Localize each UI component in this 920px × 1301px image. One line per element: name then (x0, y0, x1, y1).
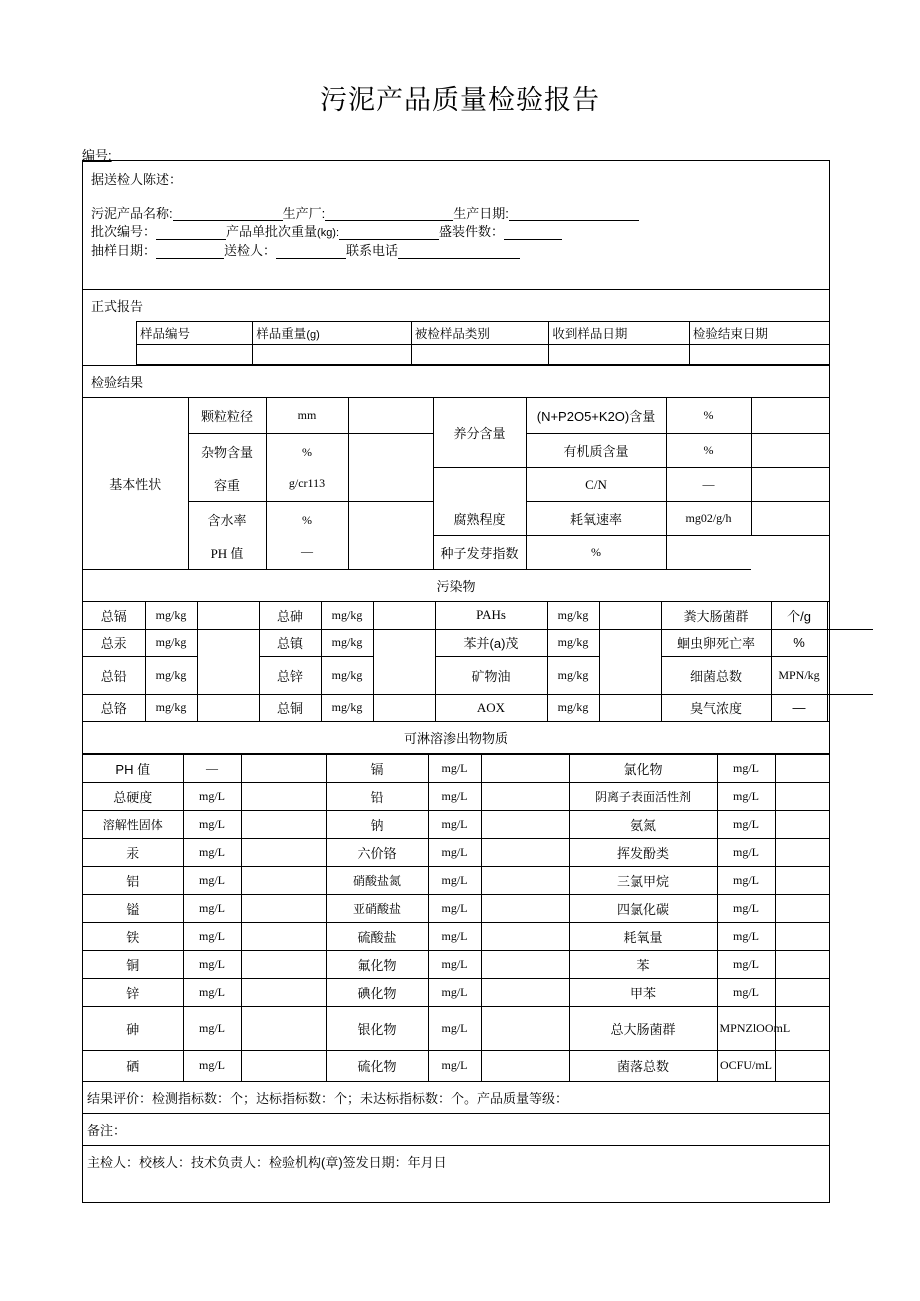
serial-number-text: 编号: (82, 148, 112, 163)
leach-value-toluene[interactable] (775, 979, 829, 1007)
leach-name-tds: 溶解性固体 (83, 811, 183, 839)
basic-properties-block (83, 398, 829, 571)
pollutant-unit-ni: mg/kg (321, 629, 373, 656)
sample-table-wrap (83, 321, 829, 365)
leach-value-zn[interactable] (241, 979, 326, 1007)
leach-name-se: 硒 (83, 1051, 183, 1081)
leachable-row (83, 811, 829, 839)
leach-value-silver[interactable] (481, 1007, 569, 1051)
leach-unit-cu: mg/L (183, 951, 241, 979)
pollutant-unit-aox: mg/kg (547, 694, 599, 721)
basic-unit-moisture (266, 502, 348, 570)
declaration-line-3 (91, 244, 821, 259)
basic-value-moisture[interactable] (348, 502, 433, 570)
leach-value-colony[interactable] (775, 1051, 829, 1081)
pollutant-value-pahs[interactable] (599, 602, 661, 629)
basic-unit-impurity-text: % (302, 444, 312, 459)
pollutant-value-hg[interactable] (197, 629, 259, 694)
leach-value-hardness[interactable] (241, 783, 326, 811)
leach-value-cod[interactable] (775, 923, 829, 951)
pollutant-name-bap: 苯并(a)茂 (435, 629, 547, 656)
pollutant-name-ni: 总镇 (259, 629, 321, 656)
leach-unit-silver: mg/L (428, 1007, 481, 1051)
nutrient-unit-organic: % (666, 434, 751, 468)
maturity-unit-oxygen: mg02/g/h (666, 502, 751, 536)
leach-unit-na: mg/L (428, 811, 481, 839)
pollutant-name-cd: 总镉 (83, 602, 145, 629)
basic-group-label: 基本性状 (83, 398, 188, 570)
leach-name-chloride: 氯化物 (569, 755, 717, 783)
formal-report-label: 正式报告 (91, 298, 144, 314)
leach-name-nitrate: 硝酸盐氮 (326, 867, 428, 895)
pollutant-unit-pahs: mg/kg (547, 602, 599, 629)
leach-name-benzene: 苯 (569, 951, 717, 979)
leachable-row (83, 1051, 829, 1081)
leach-name-ph: PH 值 (83, 755, 183, 783)
leach-name-na: 钠 (326, 811, 428, 839)
maturity-name-oxygen: 耗氧速率 (526, 502, 666, 536)
report-frame (82, 160, 830, 1203)
leachable-row (83, 923, 829, 951)
pollutant-name-pb: 总铅 (83, 656, 145, 694)
test-results-label-block (83, 366, 829, 398)
leach-value-surfactant[interactable] (775, 783, 829, 811)
leach-value-cd[interactable] (481, 755, 569, 783)
leach-name-iodide: 碘化物 (326, 979, 428, 1007)
factory-label: 生产厂: (282, 205, 326, 221)
leach-unit-tds: mg/L (183, 811, 241, 839)
pollutant-name-pahs: PAHs (435, 602, 547, 629)
nutrient-name-npk: (N+P2O5+K2O)含量 (526, 398, 666, 434)
contact-phone-blank[interactable] (398, 244, 520, 259)
batch-weight-blank[interactable] (339, 225, 439, 240)
leach-name-mn: 镒 (83, 895, 183, 923)
leach-unit-fluoride: mg/L (428, 951, 481, 979)
pollutant-unit-odor: — (771, 694, 827, 721)
pollutants-section-header: 污染物 (83, 570, 829, 602)
leach-value-nitrite[interactable] (481, 895, 569, 923)
basic-value-impurity[interactable] (348, 434, 433, 502)
leach-name-colony: 菌落总数 (569, 1051, 717, 1081)
package-count-label: 盛装件数： (439, 224, 505, 240)
leach-name-nitrite: 亚硝酸盐 (326, 895, 428, 923)
pollutant-name-cr: 总铬 (83, 694, 145, 721)
leach-name-chloroform: 三氯甲烷 (569, 867, 717, 895)
leach-value-se[interactable] (241, 1051, 326, 1081)
leach-name-total-coliform: 总大肠菌群 (569, 1007, 717, 1051)
pollutant-unit-bap: mg/kg (547, 629, 599, 656)
leach-value-benzene[interactable] (775, 951, 829, 979)
leach-name-hg: 汞 (83, 839, 183, 867)
leach-value-cr6[interactable] (481, 839, 569, 867)
leach-name-ammonia: 氨氮 (569, 811, 717, 839)
maturity-group-label-cell (433, 468, 526, 536)
pollutant-unit-cd: mg/kg (145, 602, 197, 629)
leach-name-hardness: 总硬度 (83, 783, 183, 811)
leach-unit-hardness: mg/L (183, 783, 241, 811)
production-date-blank[interactable] (509, 207, 639, 222)
leach-value-fe[interactable] (241, 923, 326, 951)
pollutant-value-odor[interactable] (827, 694, 873, 721)
leach-unit-benzene: mg/L (717, 951, 775, 979)
leach-value-fluoride[interactable] (481, 951, 569, 979)
leach-unit-fe: mg/L (183, 923, 241, 951)
pollutant-value-ni[interactable] (373, 629, 435, 694)
formal-report-block (83, 290, 829, 366)
cell-sample-no[interactable] (137, 344, 253, 364)
leach-name-as: 砷 (83, 1007, 183, 1051)
col-received-date: 收到样品日期 (549, 321, 690, 344)
test-results-label: 检验结果 (91, 374, 144, 390)
leach-name-al: 铝 (83, 867, 183, 895)
leachable-row (83, 867, 829, 895)
leach-value-mn[interactable] (241, 895, 326, 923)
pollutant-name-oil: 矿物油 (435, 656, 547, 694)
leach-unit-iodide: mg/L (428, 979, 481, 1007)
basic-name-impurity (188, 434, 266, 502)
leach-name-ccl4: 四氯化碳 (569, 895, 717, 923)
leach-name-silver: 银化物 (326, 1007, 428, 1051)
leach-value-hg[interactable] (241, 839, 326, 867)
leach-unit-al: mg/L (183, 867, 241, 895)
leach-name-pb: 铅 (326, 783, 428, 811)
leach-value-iodide[interactable] (481, 979, 569, 1007)
pollutant-name-cu: 总铜 (259, 694, 321, 721)
declaration-block (83, 161, 829, 290)
maturity-name-germination: 种子发芽指数 (433, 536, 526, 570)
pollutant-name-coliform: 粪大肠菌群 (661, 602, 771, 629)
batch-no-label: 批次编号： (91, 224, 157, 240)
pollutant-row (83, 694, 873, 721)
pollutant-name-hg: 总汞 (83, 629, 145, 656)
leachable-table (83, 754, 829, 1081)
leach-name-phenol: 挥发酚类 (569, 839, 717, 867)
cell-received-date[interactable] (549, 344, 690, 364)
leachable-row (83, 1007, 829, 1051)
pollutant-name-zn: 总锌 (259, 656, 321, 694)
pollutant-value-coliform[interactable] (827, 602, 873, 629)
leach-unit-pb: mg/L (428, 783, 481, 811)
product-name-blank[interactable] (173, 207, 283, 222)
leach-value-phenol[interactable] (775, 839, 829, 867)
factory-blank[interactable] (325, 207, 453, 222)
leach-value-ammonia[interactable] (775, 811, 829, 839)
leach-name-surfactant: 阴离子表面活性剂 (569, 783, 717, 811)
pollutant-unit-coliform: 个/g (771, 602, 827, 629)
submitter-blank[interactable] (276, 244, 346, 259)
leachable-row (83, 755, 829, 783)
pollutant-name-aox: AOX (435, 694, 547, 721)
declaration-line-2 (91, 225, 821, 240)
leach-unit-nitrate: mg/L (428, 867, 481, 895)
nutrient-unit-npk: % (666, 398, 751, 434)
basic-value-particle[interactable] (348, 398, 433, 434)
basic-name-moisture (188, 502, 266, 570)
sampling-date-blank[interactable] (156, 244, 224, 259)
pollutant-name-bacteria: 细菌总数 (661, 656, 771, 694)
submitter-label: 送检人： (224, 242, 277, 258)
leach-unit-cd: mg/L (428, 755, 481, 783)
basic-name-impurity-text: 杂物含量 (200, 444, 253, 460)
remarks-row: 备注： (83, 1114, 829, 1146)
sample-table-header-row (137, 321, 830, 344)
production-date-label: 生产日期: (453, 205, 509, 221)
leach-value-na[interactable] (481, 811, 569, 839)
sample-table (136, 321, 829, 365)
nutrient-group-label: 养分含量 (433, 398, 526, 468)
pollutant-name-odor: 臭气浓度 (661, 694, 771, 721)
basic-unit-particle: mm (266, 398, 348, 434)
nutrient-unit-cn: — (666, 468, 751, 502)
leach-unit-chloroform: mg/L (717, 867, 775, 895)
leach-name-sulfide: 硫化物 (326, 1051, 428, 1081)
maturity-value-oxygen[interactable] (751, 502, 829, 536)
nutrient-value-npk[interactable] (751, 398, 829, 434)
leach-value-as[interactable] (241, 1007, 326, 1051)
pollutant-name-ascaris: 蛔虫卵死亡率 (661, 629, 771, 656)
pollutant-row (83, 602, 873, 629)
leach-unit-ccl4: mg/L (717, 895, 775, 923)
basic-unit-moisture-text: % (302, 512, 312, 527)
basic-properties-table (83, 398, 829, 571)
product-name-label: 污泥产品名称: (91, 205, 173, 221)
leachable-row (83, 839, 829, 867)
sample-table-value-row (137, 344, 830, 364)
leach-value-chloroform[interactable] (775, 867, 829, 895)
basic-name-moisture-text: 含水率 (207, 512, 247, 528)
leach-name-toluene: 甲苯 (569, 979, 717, 1007)
pollutant-row (83, 629, 873, 656)
leach-value-sulfate[interactable] (481, 923, 569, 951)
leach-unit-cr6: mg/L (428, 839, 481, 867)
pollutant-unit-pb: mg/kg (145, 656, 197, 694)
basic-name-density-text: 容重 (213, 477, 240, 493)
leach-unit-mn: mg/L (183, 895, 241, 923)
leach-unit-surfactant: mg/L (717, 783, 775, 811)
leach-unit-phenol: mg/L (717, 839, 775, 867)
cell-finish-date[interactable] (689, 344, 829, 364)
leach-name-cr6: 六价铬 (326, 839, 428, 867)
leach-unit-ammonia: mg/L (717, 811, 775, 839)
leach-value-chloride[interactable] (775, 755, 829, 783)
leach-unit-zn: mg/L (183, 979, 241, 1007)
leach-unit-as: mg/L (183, 1007, 241, 1051)
leach-name-cu: 铜 (83, 951, 183, 979)
evaluation-row: 结果评价：检测指标数：个；达标指标数：个；未达标指标数：个。产品质量等级： (83, 1081, 829, 1114)
contact-phone-label: 联系电话 (346, 242, 399, 258)
page-title: 污泥产品质量检验报告 (320, 85, 600, 115)
declaration-line-1 (91, 207, 821, 222)
declaration-heading: 据送检人陈述： (91, 172, 183, 187)
leach-value-nitrate[interactable] (481, 867, 569, 895)
nutrient-value-organic[interactable] (751, 434, 829, 468)
leachable-section-header: 可淋溶渗出物物质 (83, 721, 829, 754)
cell-sample-weight[interactable] (253, 344, 412, 364)
batch-no-blank[interactable] (156, 225, 226, 240)
leach-name-fe: 铁 (83, 923, 183, 951)
leach-name-cod: 耗氧量 (569, 923, 717, 951)
cell-sample-category[interactable] (411, 344, 548, 364)
maturity-value-germination[interactable] (666, 536, 751, 570)
leach-name-fluoride: 氟化物 (326, 951, 428, 979)
maturity-group-label: 腐熟程度 (453, 512, 506, 528)
basic-row-1 (83, 398, 829, 434)
leach-name-sulfate: 硫酸盐 (326, 923, 428, 951)
batch-weight-unit: (kg): (317, 227, 340, 240)
col-sample-weight (253, 321, 412, 344)
nutrient-name-organic: 有机质含量 (526, 434, 666, 468)
col-sample-weight-label: 样品重量 (256, 326, 307, 341)
leach-unit-hg: mg/L (183, 839, 241, 867)
pollutant-value-cr[interactable] (197, 694, 259, 721)
leach-unit-chloride: mg/L (717, 755, 775, 783)
basic-unit-impurity (266, 434, 348, 502)
leach-value-sulfide[interactable] (481, 1051, 569, 1081)
leach-value-ccl4[interactable] (775, 895, 829, 923)
pollutant-unit-hg: mg/kg (145, 629, 197, 656)
leach-unit-cod: mg/L (717, 923, 775, 951)
pollutant-value-aox[interactable] (599, 694, 661, 721)
pollutant-unit-cr: mg/kg (145, 694, 197, 721)
leach-unit-sulfide: mg/L (428, 1051, 481, 1081)
leach-unit-ph: — (183, 755, 241, 783)
maturity-unit-germination: % (526, 536, 666, 570)
leach-value-pb[interactable] (481, 783, 569, 811)
pollutant-value-cd[interactable] (197, 602, 259, 629)
leach-name-cd: 镉 (326, 755, 428, 783)
leach-unit-sulfate: mg/L (428, 923, 481, 951)
pollutant-unit-zn: mg/kg (321, 656, 373, 694)
signature-row: 主检人：校核人：技术负责人：检验机构(章)签发日期：年月日 (87, 1154, 447, 1170)
pollutant-name-as: 总砷 (259, 602, 321, 629)
col-sample-weight-unit: (g) (306, 328, 320, 341)
pollutants-table (83, 602, 873, 721)
col-sample-category: 被检样品类别 (411, 321, 548, 344)
pollutant-unit-cu: mg/kg (321, 694, 373, 721)
leach-unit-colony: OCFU/mL (717, 1051, 775, 1081)
pollutant-unit-oil: mg/kg (547, 656, 599, 694)
leach-unit-total-coliform: MPNZlOOmL (717, 1007, 775, 1051)
basic-unit-ph-text: — (301, 543, 313, 558)
basic-name-ph-text: PH 值 (210, 545, 244, 561)
nutrient-value-cn[interactable] (751, 468, 829, 502)
leachable-row (83, 783, 829, 811)
basic-name-particle: 颗粒粒径 (188, 398, 266, 434)
col-sample-no: 样品编号 (137, 321, 253, 344)
pollutant-value-cu[interactable] (373, 694, 435, 721)
basic-unit-density-text: g/cr113 (288, 475, 326, 490)
nutrient-name-cn: C/N (526, 468, 666, 502)
sampling-date-label: 抽样日期： (91, 242, 157, 258)
pollutant-unit-as: mg/kg (321, 602, 373, 629)
batch-weight-label: 产品单批次重量 (226, 224, 318, 240)
pollutant-unit-ascaris: % (771, 629, 827, 656)
leach-value-ph[interactable] (241, 755, 326, 783)
leach-unit-toluene: mg/L (717, 979, 775, 1007)
pollutant-value-as[interactable] (373, 602, 435, 629)
leach-value-cu[interactable] (241, 951, 326, 979)
leachable-row (83, 895, 829, 923)
leach-value-al[interactable] (241, 867, 326, 895)
pollutant-value-ascaris[interactable] (827, 629, 873, 694)
pollutant-unit-bacteria: MPN/kg (771, 656, 827, 694)
leach-value-tds[interactable] (241, 811, 326, 839)
package-count-blank[interactable] (504, 225, 562, 240)
leach-unit-nitrite: mg/L (428, 895, 481, 923)
leachable-row (83, 979, 829, 1007)
col-finish-date: 检验结束日期 (689, 321, 829, 344)
leachable-row (83, 951, 829, 979)
leach-name-zn: 锌 (83, 979, 183, 1007)
pollutant-value-bap[interactable] (599, 629, 661, 694)
leach-unit-se: mg/L (183, 1051, 241, 1081)
